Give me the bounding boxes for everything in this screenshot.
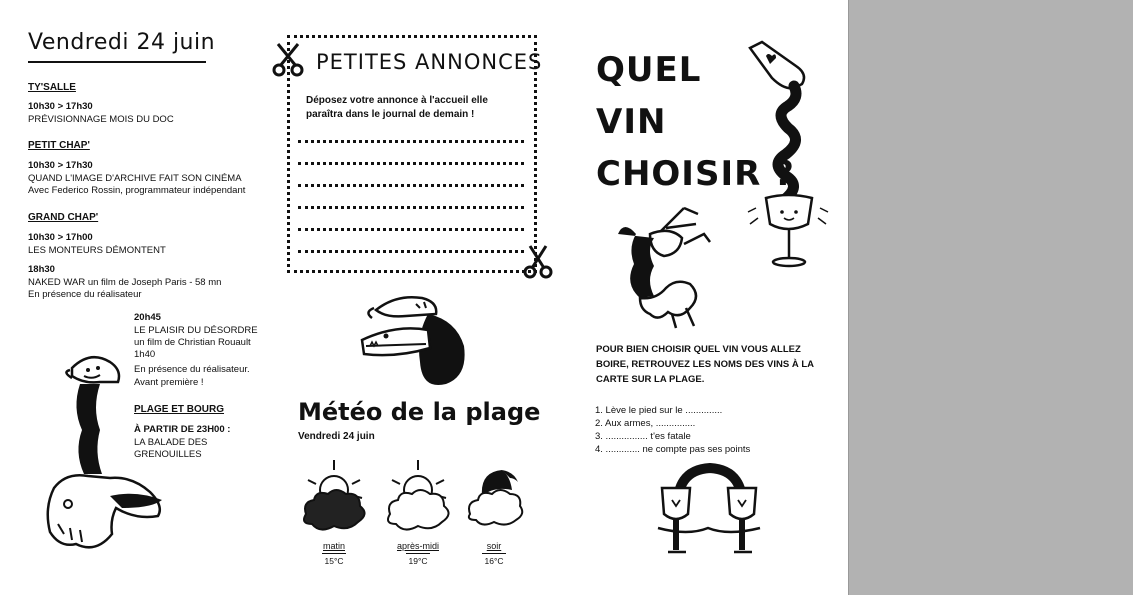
vin-quiz bbox=[595, 404, 750, 456]
annonces-text-line: paraîtra dans le journal de demain ! bbox=[306, 109, 475, 120]
venue-plage-bourg: PLAGE ET BOURG bbox=[134, 404, 225, 415]
ad-write-line bbox=[298, 206, 524, 209]
event-line: un film de Christian Rouault bbox=[134, 337, 251, 348]
event-line: Avant première ! bbox=[134, 377, 204, 388]
wine-glasses-illustration bbox=[648, 462, 774, 562]
event-line: PRÉVISIONNAGE MOIS DU DOC bbox=[28, 114, 174, 125]
event-line: En présence du réalisateur. bbox=[134, 364, 250, 375]
crocodile-illustration bbox=[356, 290, 476, 390]
title-underline bbox=[28, 61, 206, 63]
sun-cloud-dark-icon bbox=[300, 456, 370, 538]
vin-title-line: QUEL bbox=[596, 50, 702, 90]
wine-bottle-illustration bbox=[742, 38, 832, 270]
quiz-item: 3. ................ t'es fatale bbox=[595, 431, 691, 442]
duck-illustration bbox=[40, 348, 175, 560]
meteo-date: Vendredi 24 juin bbox=[298, 431, 375, 442]
ad-write-line bbox=[298, 184, 524, 187]
meteo-divider bbox=[322, 553, 346, 554]
event-line: QUAND L'IMAGE D'ARCHIVE FAIT SON CINÉMA bbox=[28, 173, 242, 184]
event-time: 18h30 bbox=[28, 264, 55, 275]
event-time: À PARTIR DE 23H00 : bbox=[134, 424, 231, 435]
quiz-item: 2. Aux armes, ............... bbox=[595, 418, 696, 429]
annonces-text bbox=[306, 94, 526, 122]
meteo-period-label: après-midi bbox=[396, 541, 439, 551]
outside-page-margin bbox=[848, 0, 1133, 595]
quiz-item: 1. Lève le pied sur le .............. bbox=[595, 405, 723, 416]
meteo-temp: 19°C bbox=[408, 556, 428, 566]
venue-grand-chap: GRAND CHAP' bbox=[28, 212, 99, 223]
vin-intro-line: BOIRE, RETROUVEZ LES NOMS DES VINS À LA bbox=[596, 359, 814, 370]
annonces-title: PETITES ANNONCES bbox=[316, 50, 543, 74]
vin-title-line: VIN bbox=[596, 102, 667, 142]
meteo-divider bbox=[482, 553, 506, 554]
event-line: LE PLAISIR DU DÉSORDRE bbox=[134, 325, 258, 336]
event-time: 10h30 > 17h00 bbox=[28, 232, 93, 243]
meteo-divider bbox=[406, 553, 430, 554]
event-line: Avec Federico Rossin, programmateur indépendant bbox=[28, 185, 246, 196]
ad-write-line bbox=[298, 162, 524, 165]
event-time: 10h30 > 17h30 bbox=[28, 101, 93, 112]
ad-write-line bbox=[298, 228, 524, 231]
meteo-period-label: soir bbox=[486, 541, 502, 551]
event-line: GRENOUILLES bbox=[134, 449, 202, 460]
event-line: LES MONTEURS DÉMONTENT bbox=[28, 245, 166, 256]
event-line: LA BALADE DES bbox=[134, 437, 208, 448]
event-time: 20h45 bbox=[134, 312, 161, 323]
event-line: En présence du réalisateur bbox=[28, 289, 142, 300]
venue-petit-chap: PETIT CHAP' bbox=[28, 140, 90, 151]
vin-intro bbox=[596, 342, 818, 387]
meteo-period-label: matin bbox=[322, 541, 345, 551]
meteo-title: Météo de la plage bbox=[298, 398, 541, 426]
event-line: 1h40 bbox=[134, 349, 156, 360]
programme-date-title: Vendredi 24 juin bbox=[28, 30, 216, 55]
venue-tysalle: TY'SALLE bbox=[28, 82, 76, 93]
tumbling-figure-illustration bbox=[610, 204, 712, 330]
event-line: NAKED WAR un film de Joseph Paris - 58 mn bbox=[28, 277, 222, 288]
ad-write-line bbox=[298, 140, 524, 143]
annonces-text-line: Déposez votre annonce à l'accueil elle bbox=[306, 95, 488, 106]
scissors-icon bbox=[522, 244, 554, 280]
meteo-temp: 15°C bbox=[324, 556, 344, 566]
sun-cloud-light-icon bbox=[384, 456, 454, 538]
meteo-temp: 16°C bbox=[484, 556, 504, 566]
ad-write-line bbox=[298, 250, 524, 253]
vin-title-line: CHOISIR ? bbox=[596, 154, 795, 194]
vin-intro-line: POUR BIEN CHOISIR QUEL VIN VOUS ALLEZ bbox=[596, 344, 801, 355]
quiz-item: 4. ............. ne compte pas ses points bbox=[595, 444, 751, 455]
scissors-icon bbox=[272, 40, 304, 78]
event-time: 10h30 > 17h30 bbox=[28, 160, 93, 171]
moon-cloud-icon bbox=[466, 464, 524, 534]
vin-intro-line: CARTE SUR LA PLAGE. bbox=[596, 374, 705, 385]
